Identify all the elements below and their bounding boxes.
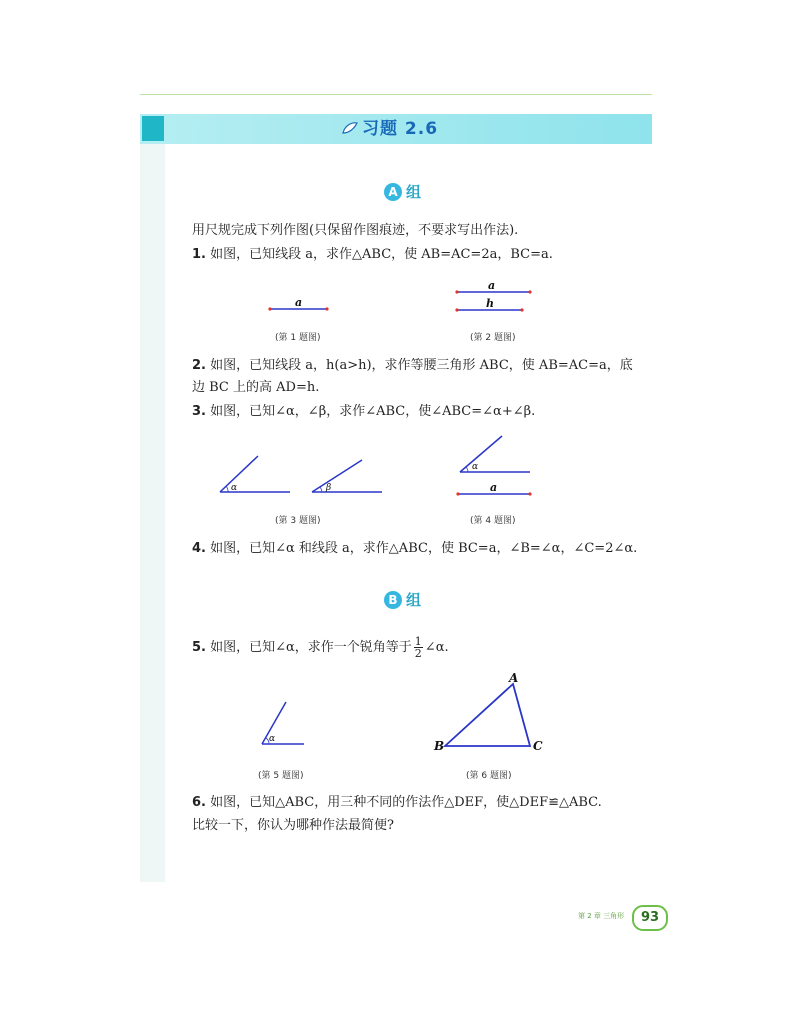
question-4	[192, 540, 637, 558]
question-2-line-1	[192, 357, 633, 375]
segment-endpoint	[325, 307, 328, 310]
angle-alpha-label: α	[269, 734, 276, 744]
vertex-a-label: A	[509, 672, 519, 685]
angle-alpha-label: α	[231, 483, 238, 493]
triangle-abc	[445, 684, 530, 746]
question-number: 3.	[192, 404, 206, 419]
fraction-numerator: 1	[414, 635, 422, 648]
question-5	[192, 636, 449, 659]
angle-alpha-ray	[220, 456, 258, 492]
question-number: 4.	[192, 541, 206, 556]
figure-5	[254, 698, 310, 750]
intro-text: 用尺规完成下列作图(只保留作图痕迹，不要求写出作法).	[192, 223, 519, 238]
group-b-badge: B	[384, 591, 402, 609]
segment-endpoint	[455, 308, 458, 311]
question-number: 1.	[192, 247, 206, 262]
figure-3-caption: (第 3 题图)	[275, 516, 321, 526]
figure-1-caption: (第 1 题图)	[275, 333, 321, 343]
banner-square-marker	[142, 116, 164, 141]
group-a-badge: A	[384, 183, 402, 201]
figure-5-caption: (第 5 题图)	[258, 771, 304, 781]
question-text: 如图，已知线段 a，求作△ABC，使 AB=AC=2a，BC=a.	[210, 247, 553, 262]
group-a-label: 组	[406, 183, 422, 201]
question-text: 如图，已知∠α，求作一个锐角等于	[210, 640, 412, 655]
question-text: 如图，已知∠α 和线段 a，求作△ABC，使 BC=a，∠B=∠α，∠C=2∠α.	[210, 541, 638, 556]
figure-4	[452, 432, 536, 498]
fraction-one-half	[414, 636, 423, 659]
question-number: 2.	[192, 358, 206, 373]
question-text: 如图，已知△ABC，用三种不同的作法作△DEF，使△DEF≌△ABC.	[210, 795, 602, 810]
top-rule	[140, 94, 652, 95]
side-margin-strip	[140, 114, 165, 882]
segment-endpoint	[520, 308, 523, 311]
angle-alpha-ray	[460, 436, 502, 472]
footer-chapter-title: 第 2 章 三角形	[578, 912, 625, 920]
question-text: 如图，已知线段 a，h(a>h)，求作等腰三角形 ABC，使 AB=AC=a，底	[210, 358, 633, 373]
figure-2-caption: (第 2 题图)	[470, 333, 516, 343]
question-6-line-2: 比较一下，你认为哪种作法最简便?	[192, 818, 394, 833]
question-number: 6.	[192, 795, 206, 810]
section-title: 习题 2.6	[362, 119, 439, 139]
question-2-line-2: 边 BC 上的高 AD=h.	[192, 380, 320, 395]
figure-2	[452, 278, 536, 320]
segment-a-label: a	[295, 296, 303, 309]
segment-endpoint	[528, 492, 531, 495]
angle-alpha-label: α	[472, 462, 479, 472]
segment-h-label: h	[486, 297, 494, 310]
group-b-heading	[384, 590, 421, 610]
fraction-denominator: 2	[414, 647, 422, 660]
group-b-label: 组	[406, 591, 422, 609]
vertex-c-label: C	[533, 739, 543, 753]
segment-endpoint	[456, 492, 459, 495]
figure-1	[265, 294, 335, 316]
segment-endpoint	[455, 290, 458, 293]
figure-4-caption: (第 4 题图)	[470, 516, 516, 526]
question-number: 5.	[192, 640, 206, 655]
angle-arc	[226, 486, 228, 492]
leaf-icon	[342, 121, 358, 135]
segment-endpoint	[528, 290, 531, 293]
question-text-tail: ∠α.	[424, 640, 449, 655]
question-1	[192, 246, 553, 264]
figure-6-caption: (第 6 题图)	[466, 771, 512, 781]
vertex-b-label: B	[434, 739, 445, 753]
question-text: 如图，已知∠α，∠β，求作∠ABC，使∠ABC=∠α+∠β.	[210, 404, 536, 419]
figure-3	[212, 452, 392, 498]
group-a-heading	[384, 182, 421, 202]
question-3	[192, 403, 535, 421]
segment-a-label: a	[488, 279, 496, 292]
page-number: 93	[632, 905, 668, 931]
segment-a-label: a	[490, 481, 498, 494]
question-6-line-1	[192, 794, 602, 812]
angle-beta-label: β	[326, 483, 332, 493]
segment-endpoint	[268, 307, 271, 310]
figure-6	[430, 672, 550, 756]
angle-beta-ray	[312, 460, 362, 492]
